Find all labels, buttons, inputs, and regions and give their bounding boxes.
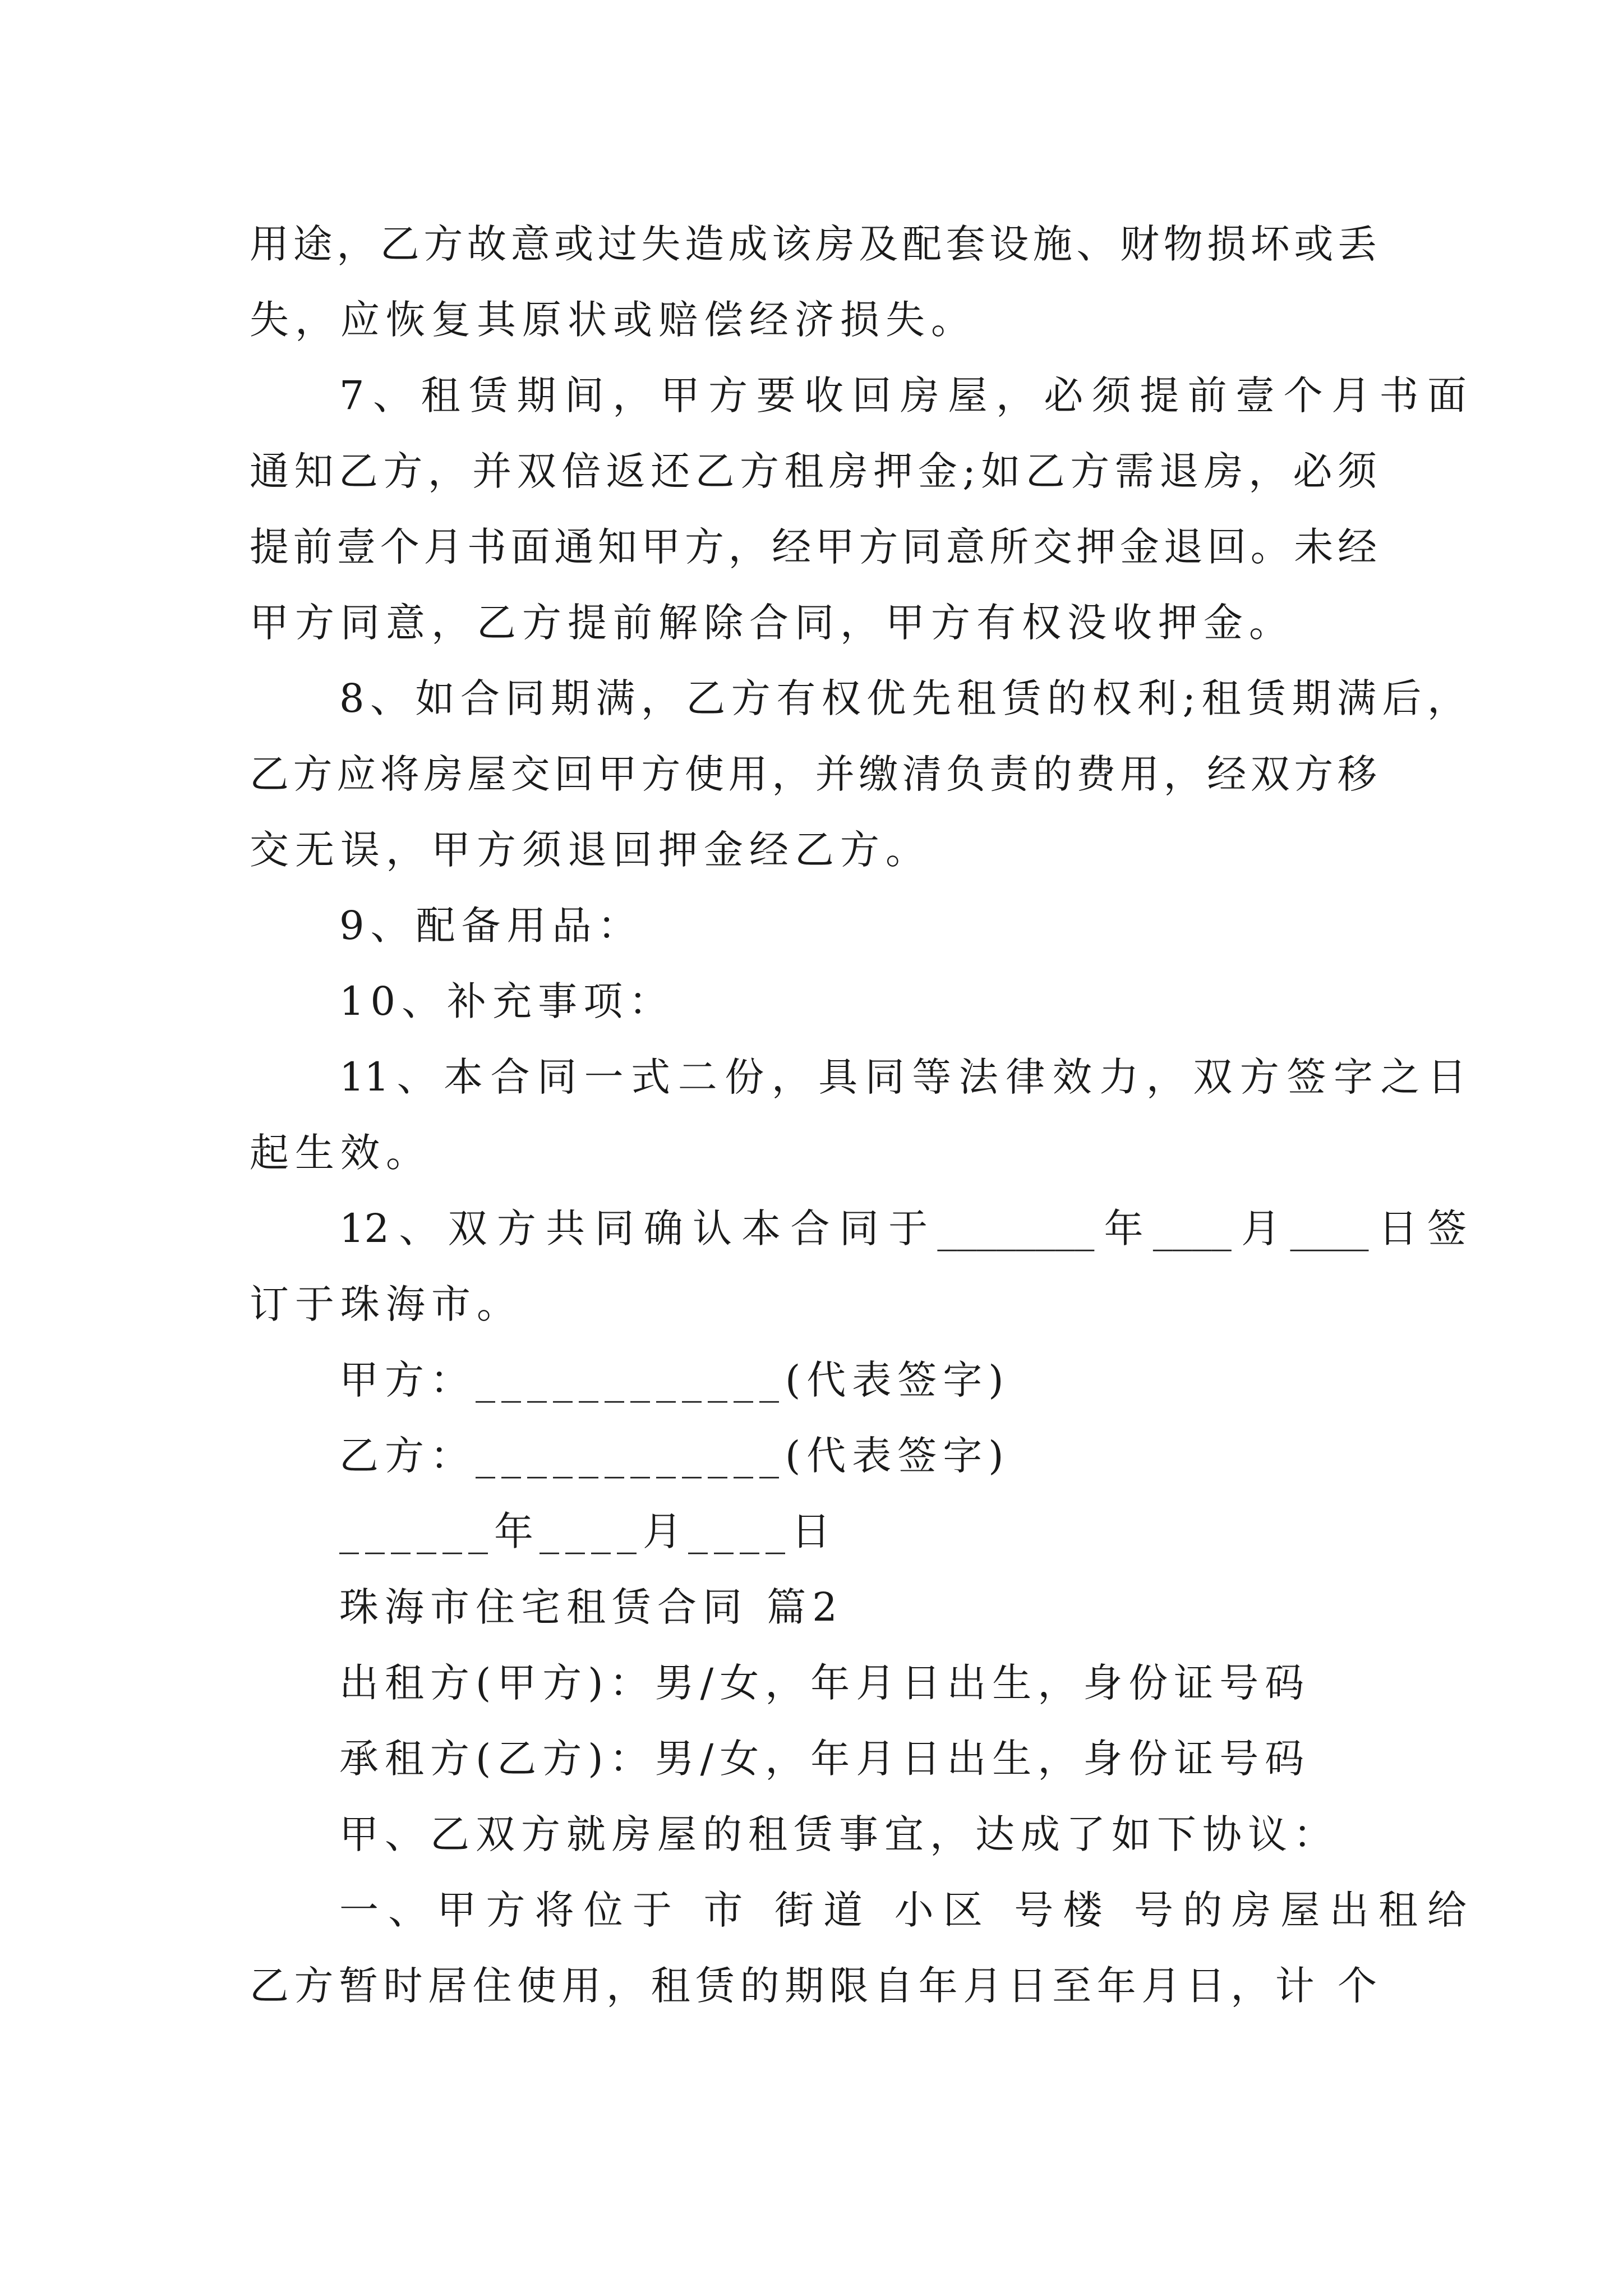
agreement-intro-line: 甲、乙双方就房屋的租赁事宜，达成了如下协议： xyxy=(339,1811,1339,1857)
clause-9-line: 9、配备用品： xyxy=(339,903,643,949)
clause-12-line: 12、双方共同确认本合同于________年____月____日签 xyxy=(339,1205,1467,1251)
clause-11-line: 11、本合同一式二份，具同等法律效力，双方签字之日 xyxy=(339,1054,1467,1100)
section-title: 珠海市住宅租赁合同 篇2 xyxy=(339,1584,843,1630)
paragraph-line: 提前壹个月书面通知甲方，经甲方同意所交押金退回。未经 xyxy=(250,524,1377,570)
party-b-signature-line: 乙方：____________(代表签字) xyxy=(339,1433,1010,1479)
article-1-line: 一、甲方将位于 市 街道 小区 号楼 号的房屋出租给 xyxy=(339,1887,1467,1933)
paragraph-line: 乙方暂时居住使用，租赁的期限自年月日至年月日，计 个 xyxy=(250,1963,1377,2009)
paragraph-line: 乙方应将房屋交回甲方使用，并缴清负责的费用，经双方移 xyxy=(250,751,1377,797)
lessee-line: 承租方(乙方)：男/女，年月日出生，身份证号码 xyxy=(339,1736,1311,1782)
party-a-signature-line: 甲方：____________(代表签字) xyxy=(339,1357,1010,1403)
lessor-line: 出租方(甲方)：男/女，年月日出生，身份证号码 xyxy=(339,1660,1311,1706)
paragraph-line: 订于珠海市。 xyxy=(250,1281,522,1327)
paragraph-line: 起生效。 xyxy=(250,1130,431,1176)
paragraph-line: 失，应恢复其原状或赔偿经济损失。 xyxy=(250,297,976,343)
signature-date-line: ______年____月____日 xyxy=(339,1508,837,1554)
paragraph-line: 通知乙方，并双倍返还乙方租房押金;如乙方需退房，必须 xyxy=(250,448,1377,494)
clause-7-line: 7、租赁期间，甲方要收回房屋，必须提前壹个月书面 xyxy=(339,372,1467,418)
paragraph-line: 用途，乙方故意或过失造成该房及配套设施、财物损坏或丢 xyxy=(250,221,1377,267)
paragraph-line: 交无误，甲方须退回押金经乙方。 xyxy=(250,827,931,873)
clause-8-line: 8、如合同期满，乙方有权优先租赁的权利;租赁期满后， xyxy=(339,675,1467,721)
clause-10-line: 10、补充事项： xyxy=(339,978,675,1024)
paragraph-line: 甲方同意，乙方提前解除合同，甲方有权没收押金。 xyxy=(250,600,1294,646)
